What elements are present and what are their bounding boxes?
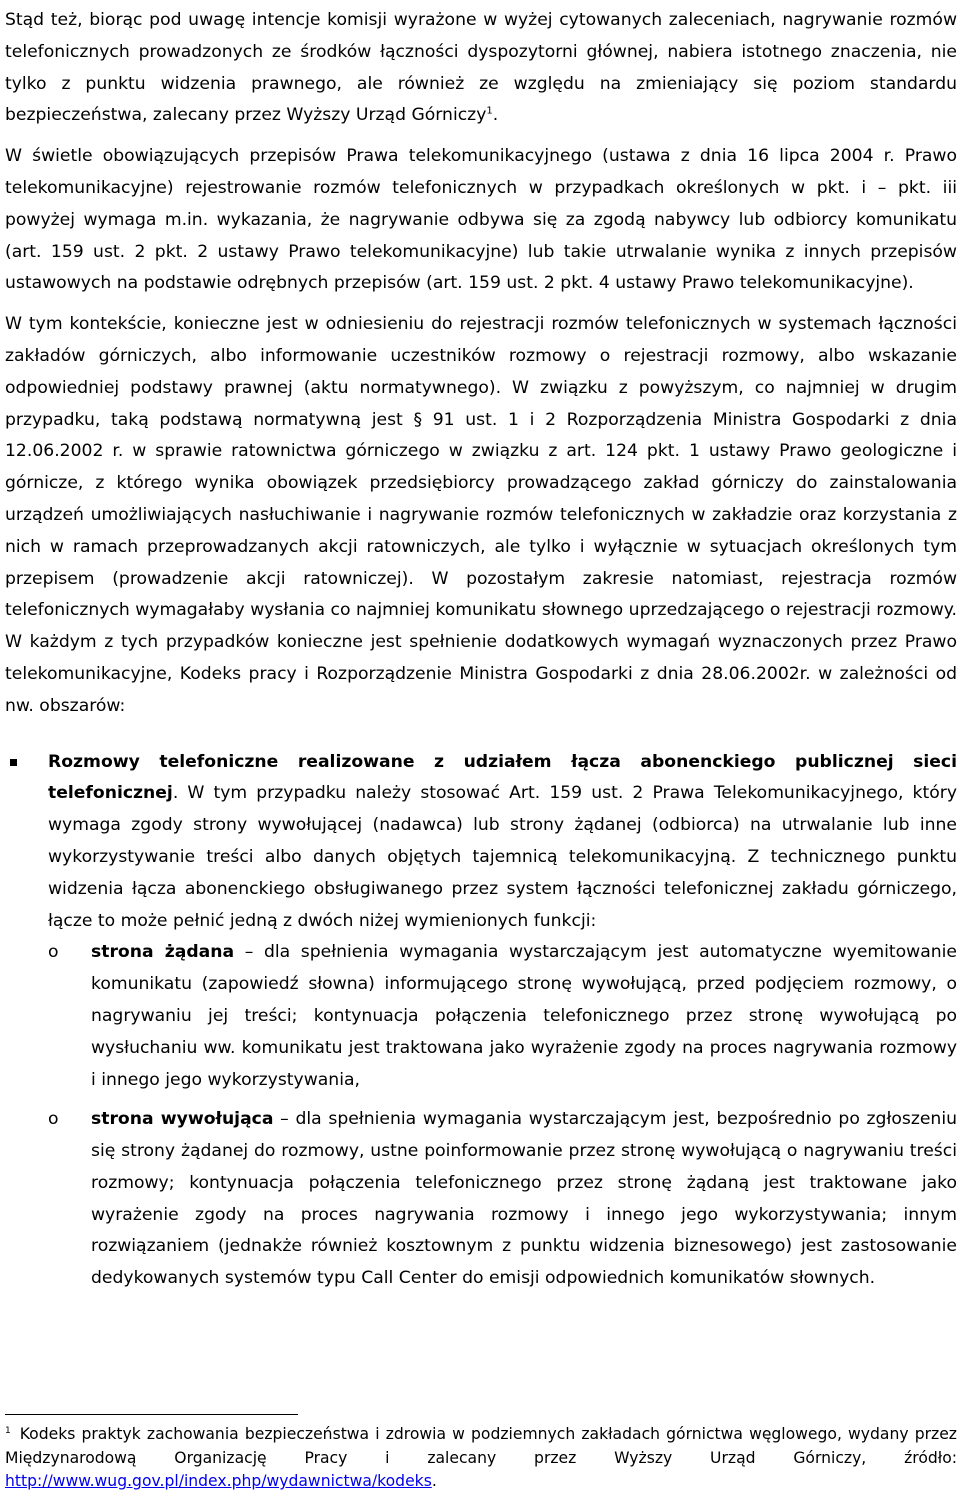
- paragraph-intro-end: .: [492, 105, 499, 126]
- bullet-item-heading: Rozmowy telefoniczne realizowane z udziałem łącza abonenckiego publicznej sieci telefonicznej: [48, 751, 957, 804]
- footnote-reference[interactable]: 1: [486, 105, 493, 117]
- sub-list: [5, 937, 957, 1295]
- circle-bullet-icon: o: [48, 942, 59, 963]
- sub-list-item: [48, 1104, 957, 1295]
- sub-item-heading: strona wywołująca: [91, 1109, 274, 1130]
- footnote-text: Kodeks praktyk zachowania bezpieczeństwa i zdrowia w podziemnych zakładach górnictwa węglowego, wydany przez Międzynarodową Organizację Pracy i zalecany przez Wyższy Urząd Górniczy, źródło:: [5, 1425, 957, 1467]
- sub-list-item: [48, 937, 957, 1096]
- bullet-item-text: [48, 747, 957, 938]
- paragraph-intro: [5, 5, 957, 132]
- sub-list-item-text: [91, 937, 957, 1096]
- paragraph-intro-text: Stąd też, biorąc pod uwagę intencje komisji wyrażone w wyżej cytowanych zaleceniach, nagrywanie rozmów telefonicznych prowadzonych ze środków łączności dyspozytorni głównej, nabiera istotnego znaczenia, nie tylko z punktu widzenia prawnego, ale również ze względu na zmieniający się poziom standardu bezpieczeństwa, zalecany przez Wyższy Urząd Górniczy: [5, 10, 957, 126]
- footnote-link[interactable]: http://www.wug.gov.pl/index.php/wydawnictwa/kodeks: [5, 1472, 432, 1491]
- bullet-list: [5, 747, 957, 1296]
- paragraph-telecom-law: W świetle obowiązujących przepisów Prawa telekomunikacyjnego (ustawa z dnia 16 lipca 2004 r. Prawo telekomunikacyjne) rejestrowanie rozmów telefonicznych w przypadkach określonych w pkt. i – pkt. iii powyżej wymaga m.in. wykazania, że nagrywanie odbywa się za zgodą nabywcy lub odbiorcy komunikatu (art. 159 ust. 2 pkt. 2 ustawy Prawo telekomunikacyjne) lub takie utrwalanie wynika z innych przepisów ustawowych na podstawie odrębnych przepisów (art. 159 ust. 2 pkt. 4 ustawy Prawo telekomunikacyjne).: [5, 146, 957, 294]
- sub-list-item-text: [91, 1104, 957, 1295]
- sub-item-body: – dla spełnienia wymagania wystarczającym jest, bezpośrednio po zgłoszeniu się strony żądanej do rozmowy, ustne poinformowanie przez stronę wywołującą o nagrywaniu treści rozmowy; kontynuacja połączenia telefonicznego przez stronę żądaną jest traktowane jako wyrażenie zgody na proces nagrywania rozmowy i innego jego wykorzystywania; innym rozwiązaniem (jednakże również kosztownym z punktu widzenia biznesowego) jest zastosowanie dedykowanych systemów typu Call Center do emisji odpowiednich komunikatów słownych.: [91, 1109, 957, 1289]
- sub-item-heading: strona żądana: [91, 942, 235, 963]
- footnote: [5, 1423, 957, 1494]
- bullet-item-body: . W tym przypadku należy stosować Art. 159 ust. 2 Prawa Telekomunikacyjnego, który wymaga zgody strony wywołującej (nadawca) lub strony żądanej (odbiorca) na utrwalanie lub inne wykorzystywanie treści albo danych objętych tajemnicą telekomunikacyjną. Z technicznego punktu widzenia łącza abonenckiego obsługiwanego przez system łączności telefonicznej zakładu górniczego, łącze to może pełnić jedną z dwóch niżej wymienionych funkcji:: [48, 783, 957, 931]
- bullet-item: [5, 747, 957, 938]
- sub-item-body: – dla spełnienia wymagania wystarczającym jest automatyczne wyemitowanie komunikatu (zapowiedź słowna) informującego stronę wywołującą, przed podjęciem rozmowy, o nagrywaniu jej treści; kontynuacja połączenia telefonicznego przez stronę wywołującą po wysłuchaniu ww. komunikatu jest traktowana jako wyrażenie zgody na proces nagrywania rozmowy i innego jego wykorzystywania,: [91, 942, 958, 1090]
- footnote-separator: [5, 1414, 298, 1415]
- footnote-number: 1: [5, 1425, 11, 1436]
- document-page: [5, 0, 957, 1295]
- paragraph-context: W tym kontekście, konieczne jest w odniesieniu do rejestracji rozmów telefonicznych w systemach łączności zakładów górniczych, albo informowanie uczestników rozmowy o rejestracji rozmowy, albo wskazanie odpowiedniej podstawy prawnej (aktu normatywnego). W związku z powyższym, co najmniej w drugim przypadku, taką podstawą normatywną jest § 91 ust. 1 i 2 Rozporządzenia Ministra Gospodarki z dnia 12.06.2002 r. w sprawie ratownictwa górniczego w związku z art. 124 pkt. 1 ustawy Prawo geologiczne i górnicze, z którego wynika obowiązek przedsiębiorcy prowadzącego zakład górniczy do zainstalowania urządzeń umożliwiających nasłuchiwanie i nagrywanie rozmów telefonicznych w zakładzie oraz korzystania z nich w ramach przeprowadzanych akcji ratowniczych, ale tylko i wyłącznie w sytuacjach określonych tym przepisem (prowadzenie akcji ratowniczej). W pozostałym zakresie natomiast, rejestracja rozmów telefonicznych wymagałaby wysłania co najmniej komunikatu słownego uprzedzającego o rejestracji rozmowy. W każdym z tych przypadków konieczne jest spełnienie dodatkowych wymagań wyznaczonych przez Prawo telekomunikacyjne, Kodeks pracy i Rozporządzenie Ministra Gospodarki z dnia 28.06.2002r. w zależności od nw. obszarów:: [5, 314, 957, 716]
- circle-bullet-icon: o: [48, 1109, 59, 1130]
- square-bullet-icon: [10, 759, 17, 766]
- footnote-end: .: [431, 1472, 437, 1491]
